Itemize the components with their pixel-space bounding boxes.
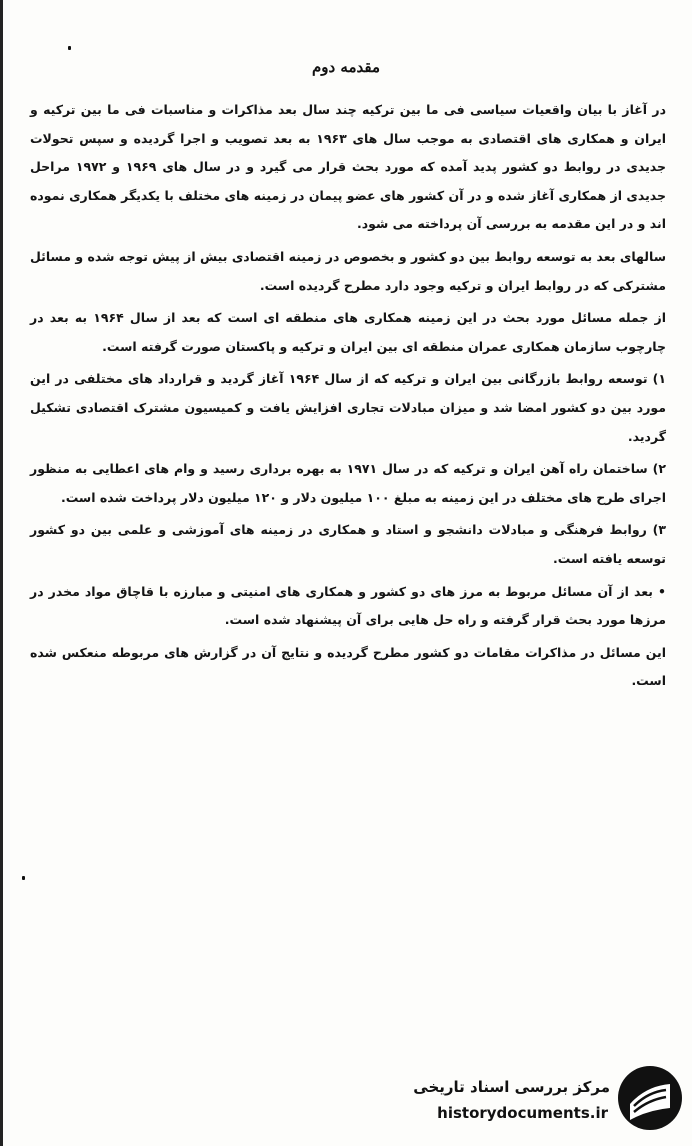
numbered-paragraph: ۲) ساختمان راه آهن ایران و ترکیه که در سال ۱۹۷۱ به بهره برداری رسید و وام های اعطایی به منظور اجرای طرح های مختلف در این زمینه به مبلغ ۱۰۰ میلیون دلار و ۱۲۰ میلیون دلار پرداخت شده است. — [30, 461, 666, 505]
archive-name: مرکز بررسی اسناد تاریخی — [413, 1078, 610, 1096]
paragraph: در آغاز با بیان واقعیات سیاسی فی ما بین ترکیه چند سال بعد مذاکرات و مناسبات فی ما بین ترکیه و ایران و همکاری های اقتصادی به موجب سال های ۱۹۶۳ به بعد تصویب و اجرا گردیده و سپس تحولات جدیدی در روابط دو کشور پدید آمده که مورد بحث قرار می گیرد و در سال های ۱۹۶۹ و ۱۹۷۲ مراحل جدیدی از همکاری آغاز شده و در آن کشور های عضو پیمان در زمینه های مختلف با یکدیگر همکاری نموده اند و در این مقدمه به بررسی آن پرداخته می شود. — [30, 102, 666, 232]
scan-edge — [0, 0, 3, 1146]
document-body — [30, 96, 666, 696]
numbered-paragraph: ۱) توسعه روابط بازرگانی بین ایران و ترکیه که از سال ۱۹۶۴ آغاز گردید و قرارداد های مختلفی در این مورد بین دو کشور امضا شد و میزان مبادلات تجاری افزایش یافت و کمیسیون مشترک اقتصادی تشکیل گردید. — [30, 371, 666, 444]
document-title: مقدمه دوم — [311, 58, 380, 76]
archive-url: historydocuments.ir — [437, 1104, 608, 1122]
paragraph: سالهای بعد به توسعه روابط بین دو کشور و بخصوص در زمینه اقتصادی بیش از پیش توجه شده و مسائل مشترکی که در روابط ایران و ترکیه وجود دارد مطرح گردیده است. — [30, 248, 666, 293]
archive-book-logo-icon — [616, 1064, 684, 1132]
bullet-paragraph: • بعد از آن مسائل مربوط به مرز های دو کشور و همکاری های امنیتی و مبارزه با قاچاق مواد مخدر در مرزها مورد بحث قرار گرفته و راه حل هایی برای آن پیشنهاد شده است. — [30, 583, 666, 628]
paragraph: این مسائل در مذاکرات مقامات دو کشور مطرح گردیده و نتایج آن در گزارش های مربوطه منعکس شده است. — [30, 644, 666, 689]
numbered-paragraph: ۳) روابط فرهنگی و مبادلات دانشجو و استاد و همکاری در زمینه های آموزشی و علمی بین دو کشور توسعه یافته است. — [30, 522, 666, 566]
scan-speck — [22, 876, 25, 880]
archive-watermark — [404, 1060, 684, 1140]
scan-speck — [68, 46, 71, 50]
paragraph: از جمله مسائل مورد بحث در این زمینه همکاری های منطقه ای است که بعد از سال ۱۹۶۴ به بعد در چارچوب سازمان همکاری عمران منطقه ای بین ایران و ترکیه و پاکستان صورت گرفته است. — [30, 310, 666, 354]
